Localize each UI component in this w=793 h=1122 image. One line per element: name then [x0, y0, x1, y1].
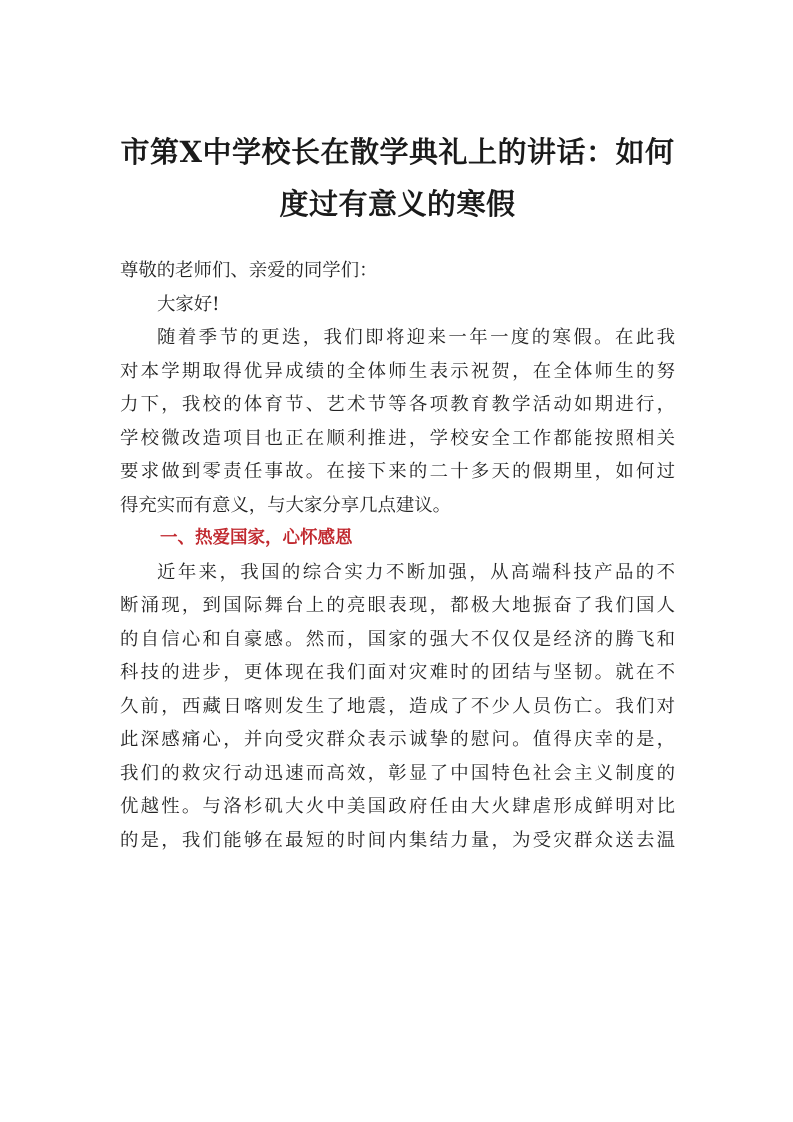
text-line: 随着季节的更迭，我们即将迎来一年一度的寒假。在此我 [157, 327, 675, 348]
text-line: 要求做到零责任事故。在接下来的二十多天的假期里，如何过 [120, 461, 675, 482]
text-line: 科技的进步，更体现在我们面对灾难时的团结与坚韧。就在不 [120, 662, 675, 683]
text-line: 断涌现，到国际舞台上的亮眼表现，都极大地振奋了我们国人 [120, 595, 675, 616]
text-line: 我们的救灾行动迅速而高效，彰显了中国特色社会主义制度的 [120, 762, 675, 784]
text-line: 的自信心和自豪感。然而，国家的强大不仅仅是经济的腾飞和 [120, 628, 675, 650]
text-line: 久前，西藏日喀则发生了地震，造成了不少人员伤亡。我们对 [120, 695, 675, 717]
salutation: 尊敬的老师们、亲爱的同学们： [120, 260, 378, 281]
document-title [120, 126, 675, 230]
text-line: 近年来，我国的综合实力不断加强，从高端科技产品的不 [157, 561, 675, 583]
text-line: 力下，我校的体育节、艺术节等各项教育教学活动如期进行， [120, 394, 675, 415]
document-body [120, 254, 675, 857]
text-line: 优越性。与洛杉矶大火中美国政府任由大火肆虐形成鲜明对比 [120, 796, 675, 817]
title-line: 度过有意义的寒假 [279, 187, 516, 221]
text-line: 得充实而有意义，与大家分享几点建议。 [120, 494, 452, 516]
text-line: 学校微改造项目也正在顺利推进，学校安全工作都能按照相关 [120, 427, 675, 449]
text-line: 的是，我们能够在最短的时间内集结力量，为受灾群众送去温 [120, 829, 675, 851]
text-line: 此深感痛心，并向受灾群众表示诚挚的慰问。值得庆幸的是， [120, 729, 675, 750]
paragraph-section-1 [120, 556, 675, 858]
title-line: 市第X中学校长在散学典礼上的讲话：如何 [120, 135, 675, 169]
section-heading: 一、热爱国家，心怀感恩 [160, 528, 353, 548]
greeting: 大家好! [157, 293, 220, 315]
text-line: 对本学期取得优异成绩的全体师生表示祝贺，在全体师生的努 [120, 360, 675, 382]
paragraph-intro [120, 321, 675, 522]
